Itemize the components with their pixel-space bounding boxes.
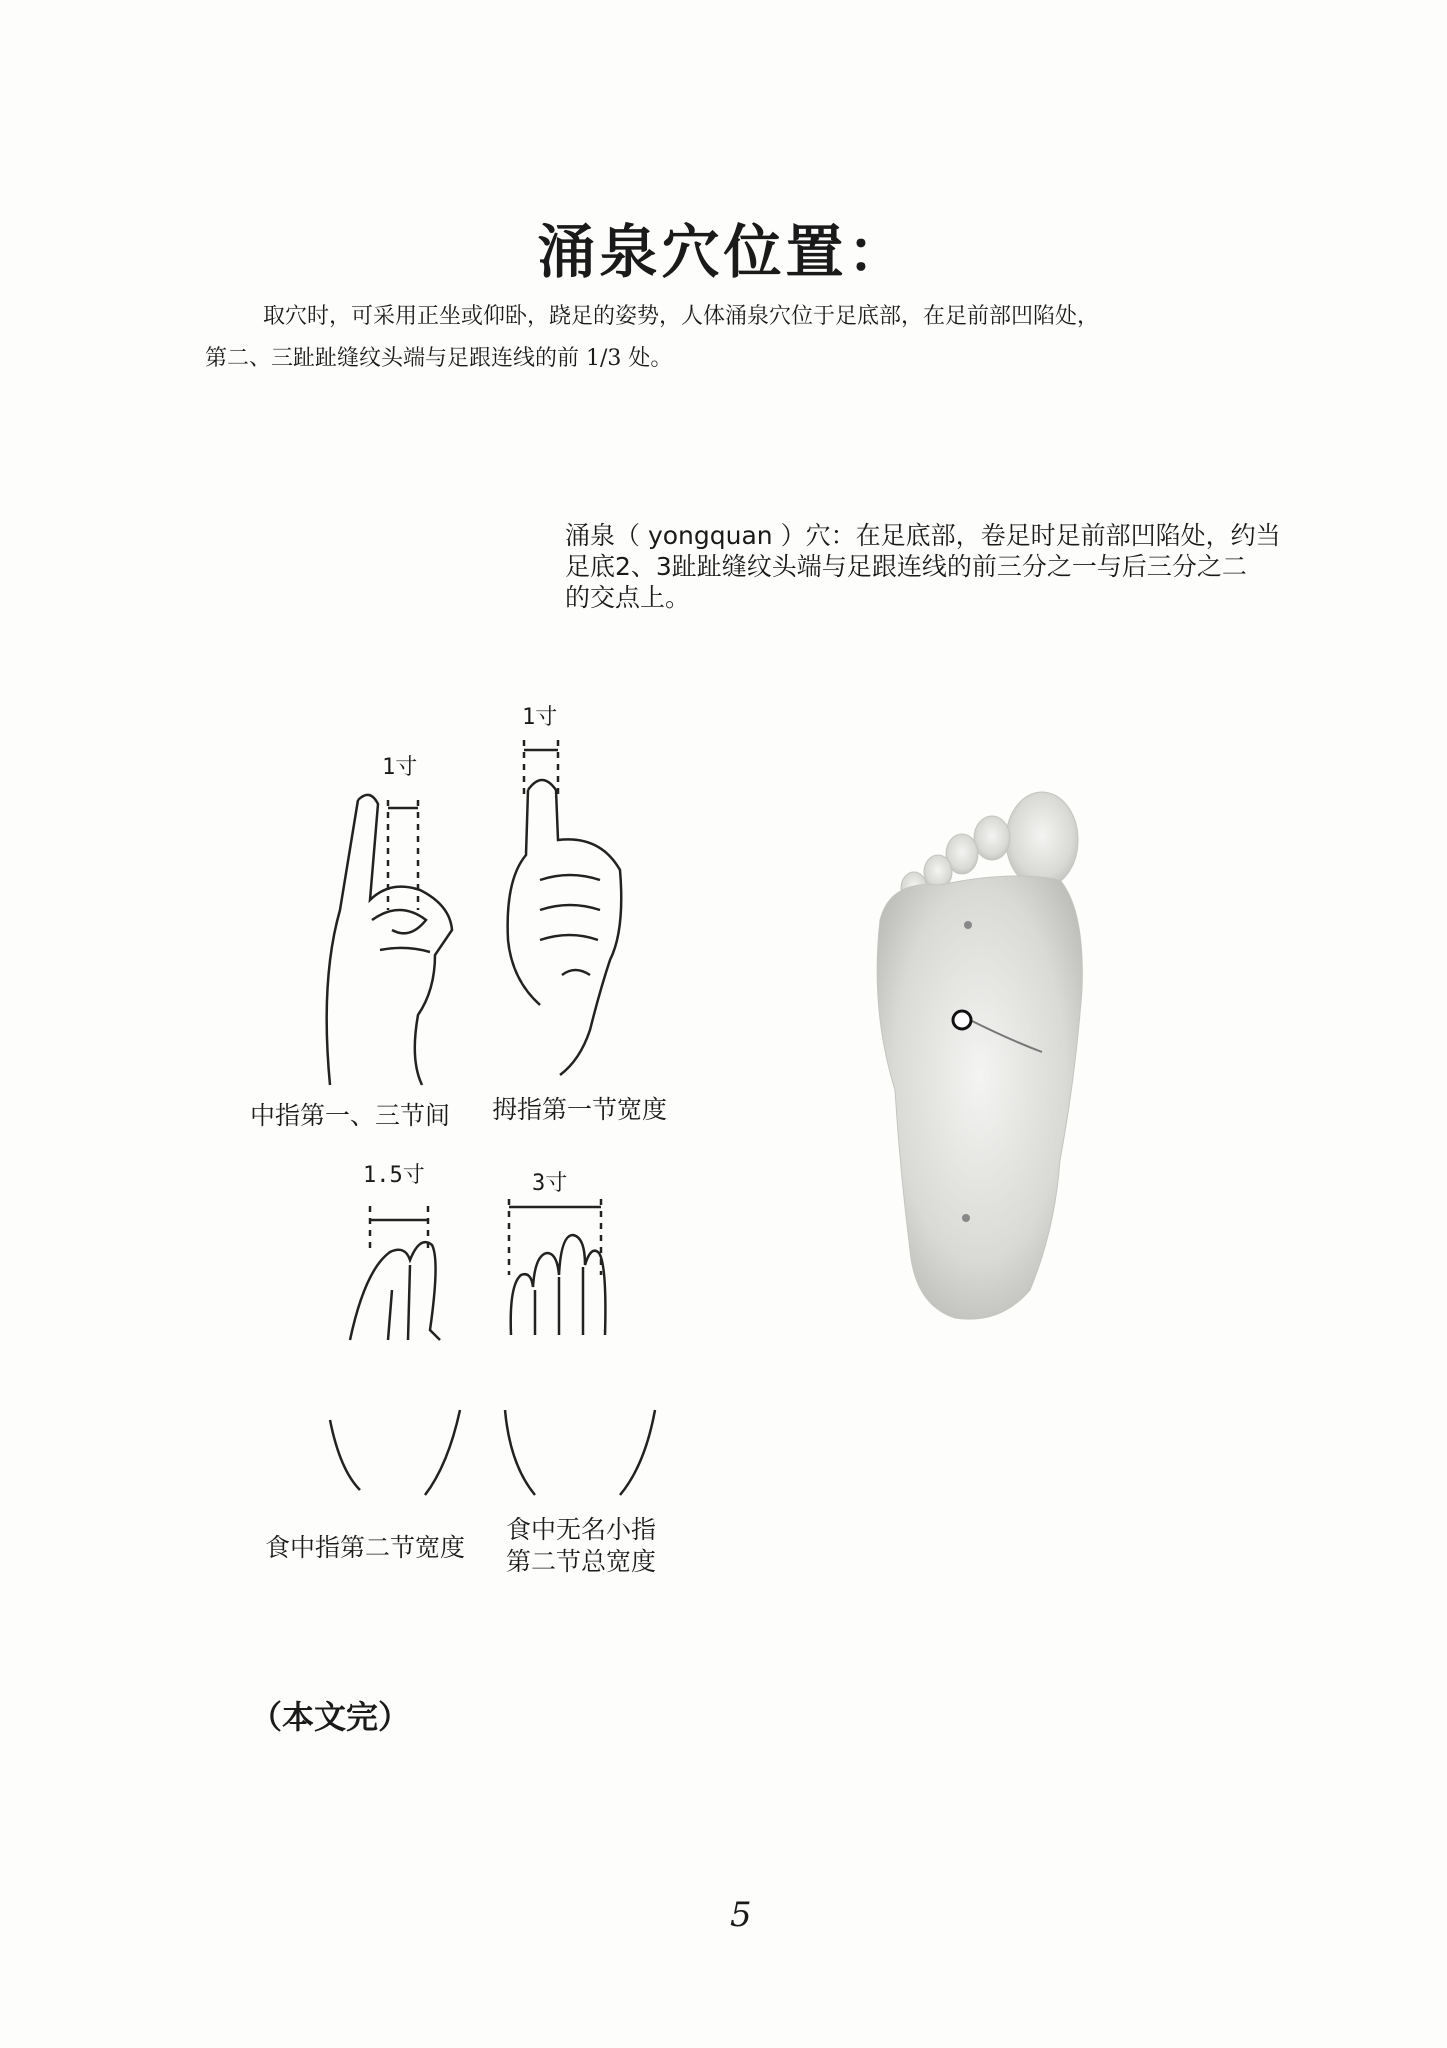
middle-finger-caption: 中指第一、三节间 (250, 1101, 451, 1130)
yongquan-note (565, 520, 1315, 613)
intro-line-1: 取穴时，可采用正坐或仰卧，跷足的姿势，人体涌泉穴位于足底部，在足前部凹陷处， (263, 304, 1100, 329)
page-title: 涌泉穴位置： (537, 218, 910, 286)
four-fingers-caption-line-1: 食中无名小指 (506, 1515, 657, 1544)
middle-finger-measure: 1寸 (382, 755, 418, 780)
four-fingers-measure: 3寸 (532, 1171, 568, 1196)
thumb-measure: 1寸 (522, 705, 558, 730)
end-marker: （本文完） (250, 1698, 411, 1736)
note-line-1: 涌泉（ yongquan ）穴：在足底部，卷足时足前部凹陷处，约当 (565, 521, 1281, 550)
foot-sole-illustration (860, 790, 1100, 1330)
two-fingers-illustration (330, 1190, 490, 1510)
note-line-2: 足底2、3趾趾缝纹头端与足跟连线的前三分之一与后三分之二 (565, 552, 1247, 581)
page-number: 5 (730, 1895, 752, 1935)
two-fingers-caption: 食中指第二节宽度 (265, 1533, 466, 1562)
intro-line-2: 第二、三趾趾缝纹头端与足跟连线的前 1/3 处。 (205, 346, 673, 371)
four-fingers-illustration (495, 1195, 670, 1515)
yongquan-point-marker (953, 1011, 971, 1029)
thumb-caption: 拇指第一节宽度 (492, 1095, 668, 1124)
middle-finger-illustration (300, 780, 480, 1090)
thumb-illustration (500, 730, 680, 1080)
note-line-3: 的交点上。 (565, 583, 691, 612)
two-fingers-measure: 1.5寸 (363, 1163, 425, 1188)
intro-paragraph (205, 296, 1250, 380)
four-fingers-caption-line-2: 第二节总宽度 (506, 1547, 657, 1576)
